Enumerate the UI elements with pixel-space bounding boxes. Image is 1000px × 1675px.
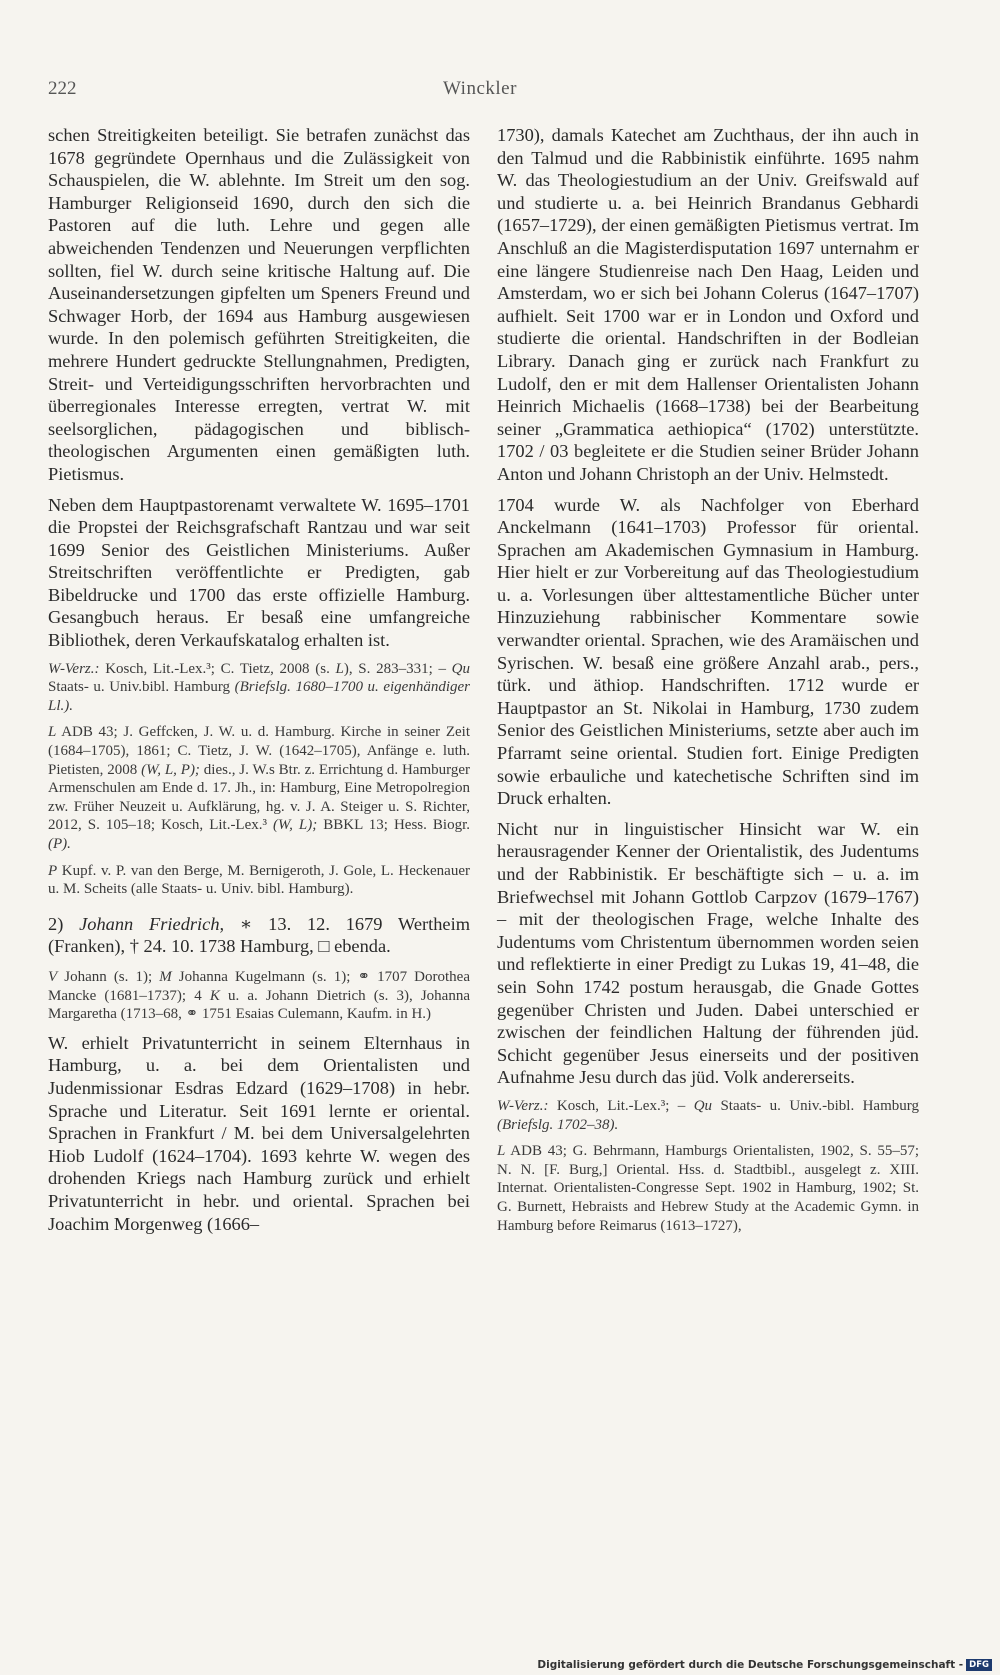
family-info: V Johann (s. 1); M Johanna Kugelmann (s. 1); ⚭ 1707 Dorothea Mancke (1681–1737); 4 K u. a. Johann Dietrich (s. 3), Johanna Margaretha (1713–68, ⚭ 1751 Esaias Culemann, Kaufm. in H.) xyxy=(48,968,471,1023)
right-column xyxy=(497,124,919,1243)
paragraph: 1704 wurde W. als Nachfolger von Eberhard Anckelmann (1641–1703) Professor für oriental. Sprachen am Akademischen Gymnasium in Hamburg. Hier hielt er zur Vorbereitung auf das Theologiestudium u. a. Vorlesungen über alttestamentliche Bücher unter Hinzuziehung rabbinischer Kommentare sowie verwandter oriental. Sprachen, wie des Aramäischen und Syrischen. W. besaß eine größere Anzahl arab., pers., türk. und äthiop. Handschriften. 1712 wurde er Hauptpastor an St. Nikolai in Hamburg, 1730 zudem Senior des Geistlichen Ministeriums, setzte aber auch im Pfarramt seine oriental. Studien fort. Einige Predigten sowie erbauliche und katechetische Schriften sind im Druck erhalten. xyxy=(497,494,919,809)
footer-text: Digitalisierung gefördert durch die Deutsche Forschungsgemeinschaft - xyxy=(537,1659,964,1671)
paragraph: schen Streitigkeiten beteiligt. Sie betrafen zunächst das 1678 gegründete Opernhaus und die Zulässigkeit von Schauspielen, die W. ablehnte. Im Streit um den sog. Hamburger Religionseid 1690, durch den sich die Pastoren auf die luth. Lehre und gegen alle abweichenden Tendenzen und Neuerungen verpflichten sollten, fiel W. durch seine kritische Haltung auf. Die Auseinandersetzungen gipfelten um Speners Freund und Schwager Horb, der 1694 aus Hamburg ausgewiesen wurde. In den polemisch geführten Streitigkeiten, die mehrere Hundert gedruckte Stellungnahmen, Predigten, Streit- und Verteidigungsschriften hervorbrachten und überregionales Interesse erregten, vertrat W. mit seelsorglichen, pädagogischen und biblisch-theologischen Argumenten einen gemäßigten luth. Pietismus. xyxy=(48,125,470,484)
paragraph: W. erhielt Privatunterricht in seinem Elternhaus in Hamburg, u. a. bei dem Orientalisten und Judenmissionar Esdras Edzard (1629–1708) in hebr. Sprache und Literatur. Seit 1691 lernte er oriental. Sprachen in Frankfurt / M. bei dem Universalgelehrten Hiob Ludolf (1624–1704). 1693 kehrte W. wegen des drohenden Kriegs nach Hamburg zurück und erhielt Privatunterricht in hebr. und oriental. Sprachen bei Joachim Morgenweg (1666– xyxy=(48,1032,470,1234)
portrait-reference: P Kupf. v. P. van den Berge, M. Bernigeroth, J. Gole, L. Heckenauer u. M. Scheits (alle Staats- u. Univ. bibl. Hamburg). xyxy=(48,862,470,898)
left-column xyxy=(48,124,470,1243)
dfg-logo: DFG xyxy=(966,1659,992,1671)
portrait-label: P xyxy=(48,862,58,879)
works-reference: W-Verz.: Kosch, Lit.-Lex.³; – Qu Staats- u. Univ.-bibl. Hamburg (Briefslg. 1702–38). xyxy=(497,1097,919,1133)
literature-label: L xyxy=(497,1143,506,1160)
literature-reference: L ADB 43; J. Geffcken, J. W. u. d. Hamburg. Kirche in seiner Zeit (1684–1705), 1861; C. Tietz, J. W. (1642–1705), Anfänge e. luth. Pietisten, 2008 (W, L, P); dies., J. W.s Btr. z. Errichtung d. Hamburger Armenschulen am Ende d. 17. Jh., in: Hamburg, Eine Metropolregion zw. Früher Neuzeit u. Aufklärung, hg. v. J. A. Steiger u. S. Richter, 2012, S. 105–18; Kosch, Lit.-Lex.³ (W, L); BBKL 13; Hess. Biogr. (P). xyxy=(48,724,471,852)
entry-name: Johann Friedrich, xyxy=(79,913,225,934)
digitization-footer xyxy=(537,1659,992,1671)
literature-label: L xyxy=(48,724,57,741)
running-head: Winckler xyxy=(443,78,517,99)
paragraph: Neben dem Hauptpastorenamt verwaltete W. 1695–1701 die Propstei der Reichsgrafschaft Rantzau und war seit 1699 Senior des Geistlichen Ministeriums. Außer Streitschriften veröffentlichte er Predigten, gab Bibeldrucke und 1700 das erste offizielle Hamburg. Gesangbuch heraus. Er besaß eine umfangreiche Bibliothek, deren Verkaufskatalog erhalten ist. xyxy=(48,494,470,651)
entry-heading: 2) Johann Friedrich, ∗ 13. 12. 1679 Wertheim (Franken), † 24. 10. 1738 Hamburg, □ ebenda. xyxy=(48,913,471,957)
works-label: W-Verz.: xyxy=(48,660,100,677)
page-header xyxy=(0,78,1000,108)
page-number: 222 xyxy=(48,78,77,99)
literature-reference: L ADB 43; G. Behrmann, Hamburgs Orientalisten, 1902, S. 55–57; N. N. [F. Burg,] Oriental. Hss. d. Stadtbibl., ausgelegt z. XIII. Internat. Orientalisten-Congresse Sept. 1902 in Hamburg, 1902; St. G. Burnett, Hebraists and Hebrew Study at the Academic Gymn. in Hamburg before Reimarus (1613–1727), xyxy=(497,1143,919,1234)
paragraph: Nicht nur in linguistischer Hinsicht war W. ein herausragender Kenner der Orientalistik, des Judentums und der Rabbinistik. Er beschäftigte sich – u. a. im Briefwechsel mit Johann Gottlob Carpzov (1679–1767) – mit der theologischen Frage, welche Inhalte des Judentums vom Christentum übernommen worden seien und reflektierte in einer Predigt zu Lukas 19, 41–48, die sein Sohn 1742 postum herausgab, die Gnade Gottes gegenüber Christen und Juden. Dabei unterschied er zwischen der feindlichen Haltung der führenden jüd. Schicht gegenüber Jesus einerseits und der positiven Aufnahme Jesu durch das jüd. Volk andererseits. xyxy=(497,818,919,1088)
works-reference: W-Verz.: Kosch, Lit.-Lex.³; C. Tietz, 2008 (s. L), S. 283–331; – Qu Staats- u. Univ.bibl. Hamburg (Briefslg. 1680–1700 u. eigenhändiger Ll.). xyxy=(48,660,470,714)
works-label: W-Verz.: xyxy=(497,1097,549,1114)
paragraph: 1730), damals Katechet am Zuchthaus, der ihn auch in den Talmud und die Rabbinistik einführte. 1695 nahm W. das Theologiestudium an der Univ. Greifswald auf und studierte u. a. bei Heinrich Brandanus Gebhardi (1657–1729), der einen gemäßigten Pietismus vertrat. Im Anschluß an die Magisterdisputation 1697 unternahm er eine längere Studienreise nach Den Haag, Leiden und Amsterdam, wo er sich bei Johann Colerus (1647–1707) aufhielt. Seit 1700 war er in London und Oxford und studierte die oriental. Handschriften in der Bodleian Library. Danach ging er zurück nach Frankfurt zu Ludolf, den er mit dem Hallenser Orientalisten Johann Heinrich Michaelis (1668–1738) bei der Bearbeitung seiner „Grammatica aethiopica“ (1702) unterstützte. 1702 / 03 begleitete er die Studien seiner Brüder Johann Anton und Johann Christoph an der Univ. Helmstedt. xyxy=(497,125,919,484)
